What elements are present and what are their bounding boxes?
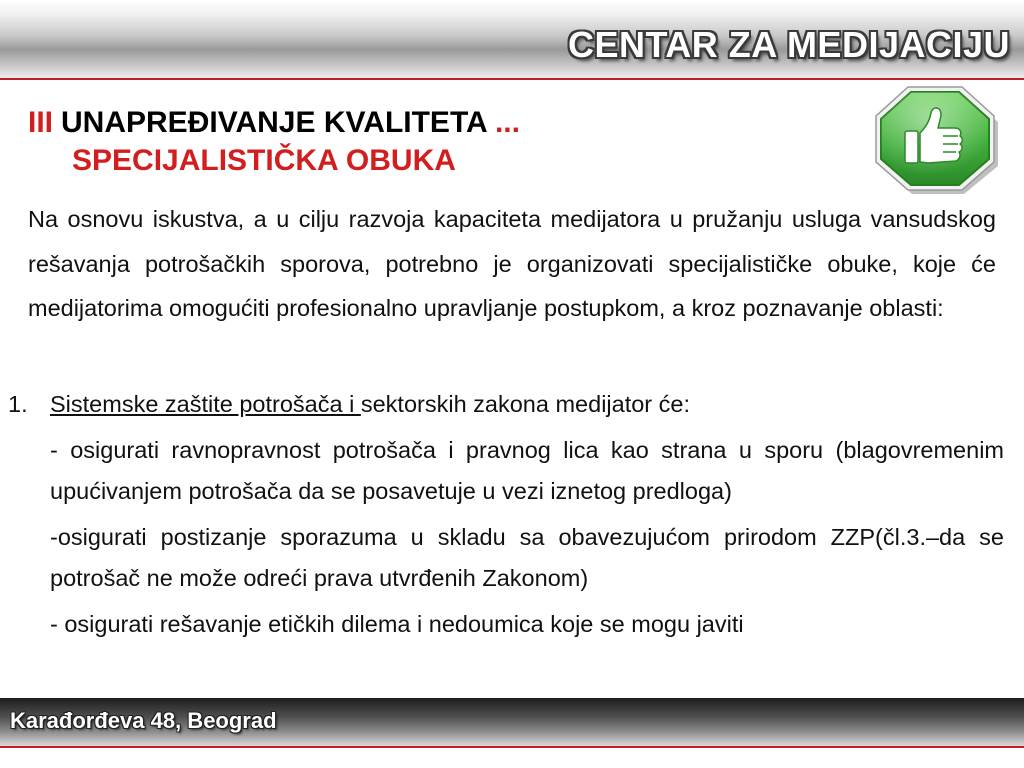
list-number: 1. (8, 391, 28, 417)
heading-line (28, 104, 848, 142)
thumbs-up-badge (872, 84, 1000, 196)
list-item-text: sektorskih zakona medijator će: (360, 391, 691, 417)
thumbs-up-icon (872, 84, 1000, 196)
bullet-item: - osigurati ravnopravnost potrošača i pravnog lica kao strana u sporu (blagovremenim upućivanjem potrošača da se posavetuje u vezi iznetog predloga) (50, 437, 1004, 504)
section-number: III (28, 106, 54, 139)
bullet-item: - osigurati rešavanje etičkih dilema i nedoumica koje se mogu javiti (50, 611, 744, 637)
section-title: UNAPREĐIVANJE KVALITETA (61, 106, 487, 139)
footer-address: Karađorđeva 48, Beograd (10, 708, 277, 733)
numbered-list (8, 384, 1004, 645)
slide-heading (28, 104, 848, 180)
list-item (8, 384, 1004, 424)
footer-rule (0, 746, 1024, 748)
header-rule (0, 78, 1024, 80)
bullet-item: -osigurati postizanje sporazuma u skladu sa obavezujućom prirodom ZZP(čl.3.–da se potrošač ne može odreći prava utvrđenih Zakonom) (50, 524, 1004, 591)
section-ellipsis: ... (494, 106, 520, 139)
intro-paragraph: Na osnovu iskustva, a u cilju razvoja kapaciteta medijatora u pružanju usluga vansudskog rešavanja potrošačkih sporova, potrebno je organizovati specijalističke obuke, koje će medijatorima omogućiti profesionalno upravljanje postupkom, a kroz poznavanje oblasti: (28, 206, 996, 321)
header-title: CENTAR ZA MEDIJACIJU (567, 24, 1010, 65)
list-item-underlined: Sistemske zaštite potrošača i (50, 391, 361, 417)
section-subtitle: SPECIJALISTIČKA OBUKA (72, 144, 456, 177)
